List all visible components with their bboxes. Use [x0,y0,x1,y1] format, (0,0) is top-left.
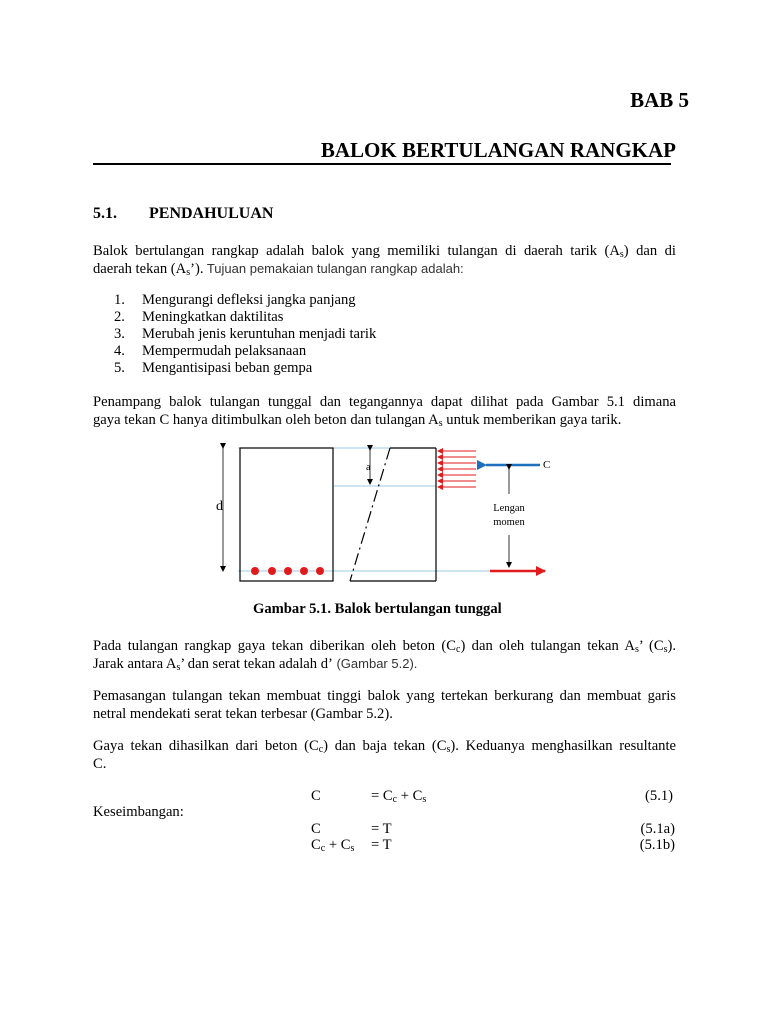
rebar-dot [268,567,276,575]
rebar-dot [300,567,308,575]
purpose-list [114,292,376,377]
stress-block-depth-label: a [366,462,371,473]
paragraph-resultant: Gaya tekan dihasilkan dari beton $(C_c)$ dan baja tekan $(C_s)$. Keduanya menghasilkan resultante C. [93,738,677,772]
rebar-dot [316,567,324,575]
paragraph-single-reinforcement: Penampang balok tulangan tunggal dan tegangannya dapat dilihat pada Gambar 5.1 dimana gaya tekan C hanya ditimbulkan oleh beton dan tulangan $A_s$ untuk memberikan gaya tarik. [93,394,676,429]
paragraph-neutral-axis: Pemasangan tulangan tekan membuat tinggi balok yang tertekan berkurang dan membuat garis netral mendekati serat tekan terbesar (Gambar 5.2). [93,688,676,722]
equation-rhs: = T [371,837,392,853]
beam-section-outline [240,448,333,581]
chapter-label: BAB 5 [630,88,689,112]
list-item: 2. Meningkatkan daktilitas [114,309,284,325]
title-rule [93,163,671,165]
section-title: PENDAHULUAN [149,205,274,222]
list-item: 1. Mengurangi defleksi jangka panjang [114,292,356,308]
list-item: 5. Mengantisipasi beban gempa [114,360,313,376]
beam-figure [200,438,560,588]
equation-rhs: = $C_c + C_s$ [371,788,427,805]
lever-arm-label-line1: Lengan [493,503,525,514]
equation-lhs: C [311,788,321,804]
equation-lhs: $C_c + C_s$ [311,837,355,854]
equation-number: (5.1) [645,788,673,804]
chapter-title: BALOK BERTULANGAN RANGKAP [320,138,676,162]
equation-number: (5.1b) [639,837,675,853]
equation-number: (5.1a) [640,821,675,837]
equation-lhs: C [311,821,321,837]
intro-paragraph: Balok bertulangan rangkap adalah balok yang memiliki tulangan di daerah tarik $(A_s)$ dan di daerah tekan $(A_s’)$. Tujuan pemakaian tulangan rangkap adalah: [93,243,676,278]
compression-stress-arrows [438,451,476,487]
equilibrium-label: Keseimbangan: [93,804,184,820]
section-number: 5.1. [93,205,117,222]
figure-caption: Gambar 5.1. Balok bertulangan tunggal [253,601,502,617]
paragraph-double-reinforcement: Pada tulangan rangkap gaya tekan diberikan oleh beton $(C_c)$ dan oleh tulangan tekan $A_s$’ $(C_s)$. Jarak antara $A_s$’ dan serat tekan adalah d’ (Gambar 5.2). [93,638,677,673]
section-heading [93,205,273,223]
depth-label: d [216,499,223,514]
list-item: 3. Merubah jenis keruntuhan menjadi tarik [114,326,377,342]
lever-arm-label-line2: momen [493,517,525,528]
rebar-dot [251,567,259,575]
compression-resultant-label: C [543,459,551,471]
equation-rhs: = T [371,821,392,837]
rebar-dot [284,567,292,575]
list-item: 4. Mempermudah pelaksanaan [114,343,307,359]
